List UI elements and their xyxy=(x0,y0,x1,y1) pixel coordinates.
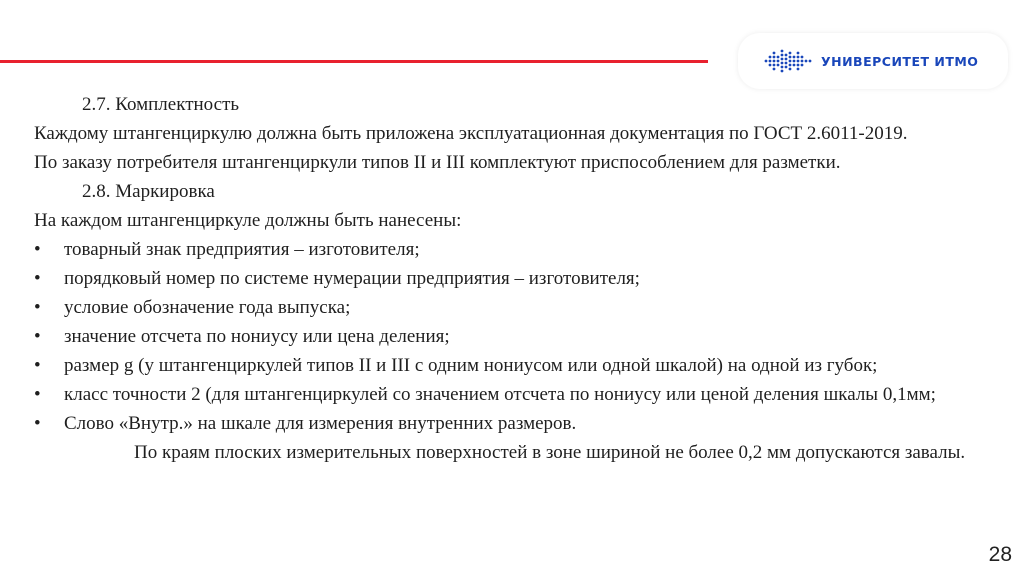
itmo-logo xyxy=(738,33,1008,89)
bullet-icon: • xyxy=(34,355,41,376)
section-28-intro: На каждом штангенциркуле должны быть нанесены: xyxy=(34,210,462,231)
list-item-text: размер g (у штангенциркулей типов II и III с одним нониусом или одной шкалой) на одной из губок; xyxy=(64,355,878,376)
list-item xyxy=(34,380,1009,409)
list-item-text: Слово «Внутр.» на шкале для измерения внутренних размеров. xyxy=(64,413,577,434)
header-accent-line xyxy=(0,60,708,63)
list-item xyxy=(34,351,1009,380)
list-item xyxy=(34,322,1009,351)
itmo-dots-icon xyxy=(764,48,812,74)
bullet-icon: • xyxy=(34,384,41,405)
list-item-text: значение отсчета по нониусу или цена деления; xyxy=(64,326,450,347)
bullet-icon: • xyxy=(34,326,41,347)
section-28-heading: 2.8. Маркировка xyxy=(82,181,215,202)
section-27-heading: 2.7. Комплектность xyxy=(82,94,240,115)
section-27-paragraph-1: Каждому штангенциркулю должна быть приложена эксплуатационная документация по ГОСТ 2.6011-2019. xyxy=(34,123,908,144)
logo-text: УНИВЕРСИТЕТ ИТМО xyxy=(821,53,979,69)
list-item xyxy=(34,293,1009,322)
slide-content xyxy=(34,90,1009,467)
list-item-text: товарный знак предприятия – изготовителя; xyxy=(64,239,420,260)
list-item-text: класс точности 2 (для штангенциркулей со значением отсчета по нониусу или ценой деления шкалы 0,1мм; xyxy=(64,384,936,405)
bullet-icon: • xyxy=(34,268,41,289)
list-item xyxy=(34,235,1009,264)
list-item-text: условие обозначение года выпуска; xyxy=(64,297,351,318)
closing-paragraph: По краям плоских измерительных поверхностей в зоне шириной не более 0,2 мм допускаются завалы. xyxy=(134,442,966,463)
list-item xyxy=(34,409,1009,438)
marking-list xyxy=(34,235,1009,438)
section-27-paragraph-2: По заказу потребителя штангенциркули типов II и III комплектуют приспособлением для разметки. xyxy=(34,152,841,173)
bullet-icon: • xyxy=(34,297,41,318)
bullet-icon: • xyxy=(34,413,41,434)
page-number: 28 xyxy=(988,543,1012,566)
bullet-icon: • xyxy=(34,239,41,260)
list-item-text: порядковый номер по системе нумерации предприятия – изготовителя; xyxy=(64,268,640,289)
list-item xyxy=(34,264,1009,293)
